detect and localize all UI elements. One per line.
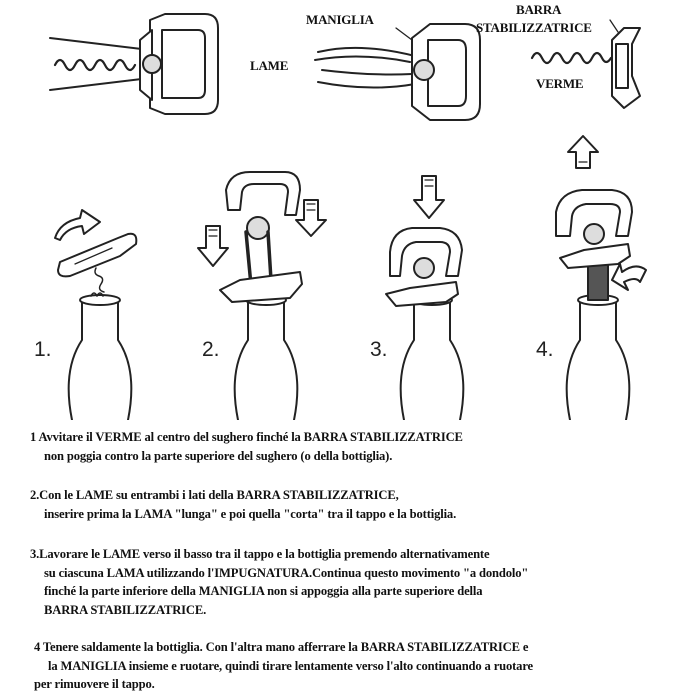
instruction-3: [30, 545, 690, 619]
label-stabilizer: BARRA: [516, 2, 562, 17]
label-blades: LAME: [250, 58, 289, 73]
up-arrow-icon: [568, 136, 598, 168]
bottle-1: [69, 293, 132, 420]
instruction-3-line-2: su ciascuna LAMA utilizzando l'IMPUGNATURA.Continua questo movimento "a dondolo": [44, 565, 529, 580]
instruction-2-line-1: 2.Con le LAME su entrambi i lati della BARRA STABILIZZATRICE,: [30, 488, 399, 502]
label-stabilizer-2: STABILIZZATRICE: [476, 20, 592, 35]
instruction-3-line-4: BARRA STABILIZZATRICE.: [44, 602, 207, 617]
bottle-3: [401, 295, 464, 420]
instruction-4-line-3: per rimuovere il tappo.: [34, 677, 155, 691]
instruction-4-line-2: la MANIGLIA insieme e ruotare, quindi tirare lentamente verso l'alto continuando a ruotare: [48, 658, 533, 673]
label-handle: MANIGLIA: [306, 12, 374, 27]
instruction-1: [30, 428, 690, 465]
instruction-4: [34, 638, 694, 694]
step3-opener: [386, 176, 462, 306]
bottle-2: [235, 295, 298, 420]
handle-and-blades: [315, 24, 480, 120]
instruction-1-line-1: 1 Avvitare il VERME al centro del sughero finché la BARRA STABILIZZATRICE: [30, 430, 463, 444]
instruction-2: [30, 486, 690, 523]
step-number-2: 2.: [202, 338, 220, 361]
down-arrow-icon: [296, 200, 326, 236]
step1-stabilizer: [55, 210, 136, 292]
step-number-1: 1.: [34, 338, 52, 361]
rotate-arrow-icon: [612, 264, 646, 290]
step2-opener: [198, 172, 326, 302]
step-number-3: 3.: [370, 338, 388, 361]
assembled-opener: [50, 14, 218, 114]
step-number-4: 4.: [536, 338, 554, 361]
instruction-4-line-1: 4 Tenere saldamente la bottiglia. Con l'altra mano afferrare la BARRA STABILIZZATRICE e: [34, 640, 529, 654]
label-worm: VERME: [536, 76, 584, 91]
instruction-3-line-3: finché la parte inferiore della MANIGLIA non si appoggia alla parte superiore della: [44, 584, 483, 598]
rotate-arrow-icon: [55, 210, 100, 240]
instruction-2-line-2: inserire prima la LAMA "lunga" e poi quella "corta" tra il tappo e la bottiglia.: [44, 506, 457, 521]
instruction-1-line-2: non poggia contro la parte superiore del sughero (o della bottiglia).: [44, 448, 393, 463]
instruction-3-line-1: 3.Lavorare le LAME verso il basso tra il tappo e la bottiglia premendo alternativamente: [30, 547, 490, 561]
down-arrow-icon: [198, 226, 228, 266]
down-arrow-icon: [414, 176, 444, 218]
